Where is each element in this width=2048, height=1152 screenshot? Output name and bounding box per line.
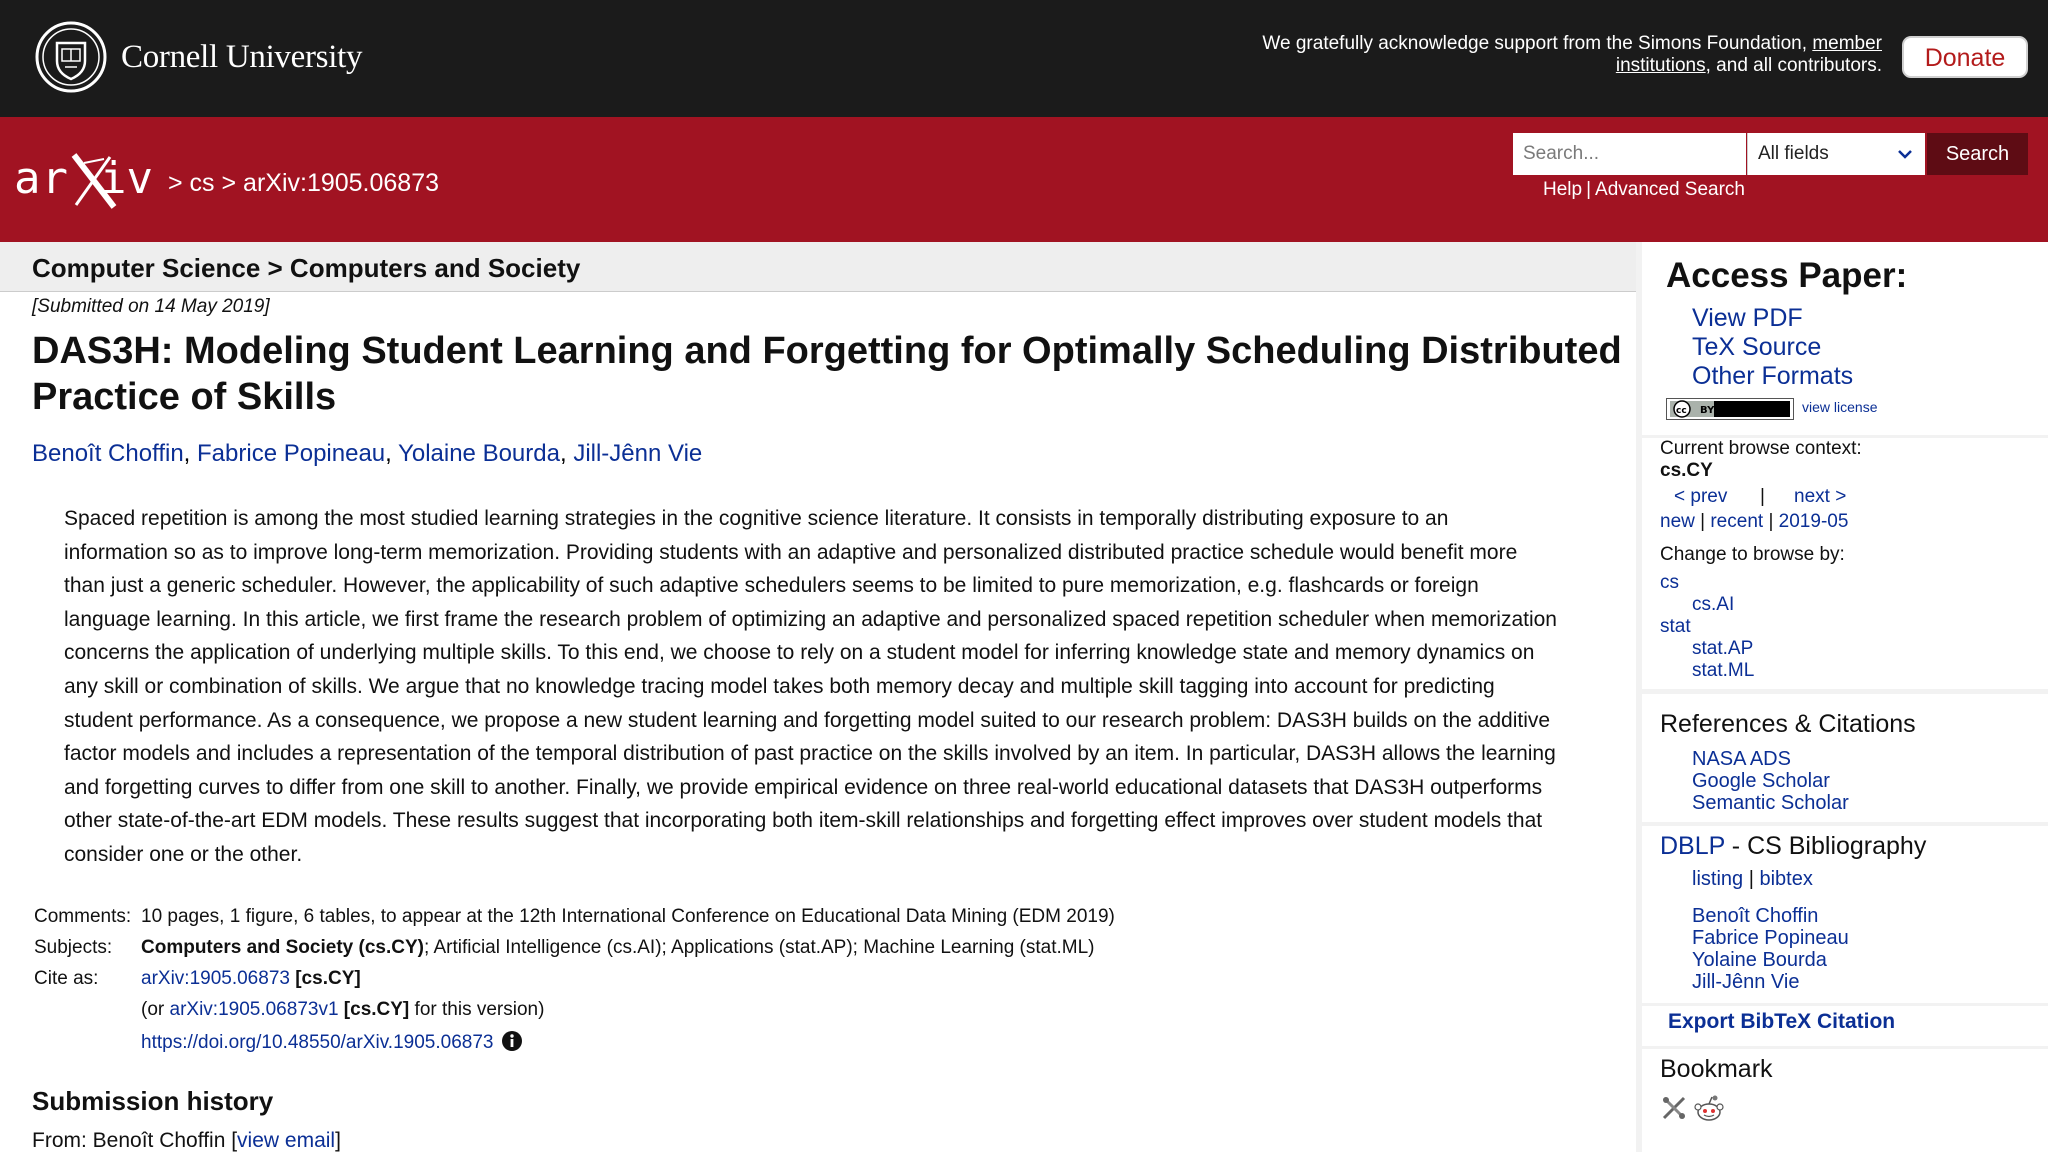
dblp-heading	[1660, 832, 1926, 861]
abstract-line: language learning. In this article, we first frame the research problem of optimizing an adaptive and personalized spaced repetition scheduler when memorization	[64, 607, 1557, 631]
author-link[interactable]: Benoît Choffin	[32, 440, 184, 467]
recent-links	[1660, 511, 1848, 533]
abstract-line: other state-of-the-art EDM models. These results suggest that incorporating both item-skill relationships and forgetting effect improves over student models that	[64, 809, 1543, 833]
chevron-down-icon	[1897, 146, 1913, 162]
search-input[interactable]	[1513, 133, 1746, 175]
browse-context-value: cs.CY	[1660, 460, 1713, 481]
primary-subject: Computers and Society (cs.CY)	[141, 937, 424, 958]
comments-label: Comments:	[34, 906, 132, 927]
bookmark-heading: Bookmark	[1660, 1055, 1773, 1083]
next-link[interactable]: next >	[1794, 486, 1847, 507]
prev-link[interactable]: < prev	[1674, 486, 1728, 507]
dblp-bibtex-link[interactable]: bibtex	[1759, 868, 1813, 890]
submitted-date: [Submitted on 14 May 2019]	[32, 296, 270, 317]
from-suffix: ]	[335, 1129, 341, 1152]
advanced-search-link[interactable]: Advanced Search	[1595, 179, 1746, 200]
dblp-listing-link[interactable]: listing	[1692, 868, 1744, 890]
help-links: Help | Advanced Search	[1543, 179, 1746, 200]
cornell-seal-icon	[35, 21, 107, 93]
svg-text:ar: ar	[14, 153, 69, 204]
dblp-author-link[interactable]: Jill-Jênn Vie	[1692, 971, 1800, 993]
breadcrumb[interactable]: > cs > arXiv:1905.06873	[168, 169, 440, 197]
doi-value	[141, 1030, 1115, 1061]
abstract-line: student performance. As a consequence, we propose a new student learning and forgetting model suited to our research problem: DAS3H builds on the additive	[64, 708, 1551, 732]
abstract-line: any skill or combination of skills. We argue that no knowledge tracing model takes both memory decay and multiple skill tagging into account for predicting	[64, 674, 1495, 698]
dblp-author-link[interactable]: Benoît Choffin	[1692, 905, 1819, 927]
institutions-link[interactable]: institutions	[1615, 55, 1706, 76]
cornell-logo[interactable]	[35, 21, 362, 93]
svg-text:cc: cc	[1676, 406, 1687, 416]
other-formats-link[interactable]: Other Formats	[1692, 362, 1854, 390]
references-heading: References & Citations	[1660, 710, 1916, 738]
browse-stat-ml-link[interactable]: stat.ML	[1692, 660, 1755, 681]
support-prefix: We gratefully acknowledge support from the Simons Foundation,	[1262, 33, 1808, 54]
cite-row	[34, 968, 1115, 999]
search-field-select[interactable]	[1747, 133, 1925, 175]
bibsonomy-icon[interactable]	[1660, 1094, 1688, 1122]
access-paper-title: Access Paper:	[1666, 256, 1908, 295]
arxiv-header	[0, 117, 2048, 242]
comments-row	[34, 906, 1115, 937]
subjects-row	[34, 937, 1115, 968]
cornell-name: Cornell University	[121, 38, 363, 75]
doi-row	[34, 1030, 1115, 1061]
search-field-value: All fields	[1758, 143, 1829, 164]
subject-bar	[0, 242, 1636, 292]
export-bibtex-button[interactable]: Export BibTeX Citation	[1668, 1010, 1896, 1033]
recent-separator: |	[1700, 511, 1706, 532]
nav-separator: |	[1760, 486, 1765, 507]
subject-breadcrumb: Computer Science > Computers and Society	[32, 253, 581, 283]
metadata-table	[34, 906, 1115, 1061]
google-scholar-link[interactable]: Google Scholar	[1692, 770, 1830, 792]
cite-version-suffix: for this version)	[409, 999, 545, 1020]
reddit-icon[interactable]	[1694, 1094, 1724, 1122]
license-badge-text: BY	[1700, 405, 1715, 416]
abstract-line: concerns the application of underlying multiple skills. To this end, we choose to rely on a student model for inferring knowledge state and memory dynamics on	[64, 641, 1535, 665]
dblp-separator: |	[1748, 868, 1754, 890]
browse-stat-link[interactable]: stat	[1660, 616, 1691, 637]
subjects-label: Subjects:	[34, 937, 113, 958]
dblp-links	[1692, 868, 1813, 891]
doi-link[interactable]: https://doi.org/10.48550/arXiv.1905.06873	[141, 1032, 494, 1053]
author-list: Benoît Choffin, Fabrice Popineau, Yolaine Bourda, Jill-Jênn Vie	[32, 440, 703, 467]
member-link[interactable]: member	[1812, 33, 1882, 54]
author-link[interactable]: Yolaine Bourda	[398, 440, 560, 467]
dblp-author-link[interactable]: Fabrice Popineau	[1692, 927, 1849, 949]
cc-by-license-icon[interactable]	[1666, 398, 1794, 420]
cite-value	[141, 968, 1115, 999]
cite-id-link[interactable]: arXiv:1905.06873	[141, 968, 290, 989]
other-subjects: ; Artificial Intelligence (cs.AI); Applications (stat.AP); Machine Learning (stat.ML)	[423, 937, 1095, 958]
semantic-scholar-link[interactable]: Semantic Scholar	[1692, 792, 1849, 814]
submission-history-heading: Submission history	[32, 1086, 274, 1116]
author-link[interactable]: Fabrice Popineau	[197, 440, 386, 467]
access-paper-panel	[1642, 242, 2048, 435]
dblp-link[interactable]: DBLP	[1660, 832, 1725, 860]
recent-link[interactable]: recent	[1710, 511, 1764, 532]
tex-source-link[interactable]: TeX Source	[1692, 333, 1822, 361]
change-browse-label: Change to browse by:	[1660, 544, 1845, 565]
dblp-panel	[1642, 826, 2048, 1003]
export-panel	[1642, 1006, 2048, 1046]
view-license-link[interactable]: view license	[1802, 399, 1878, 415]
view-email-link[interactable]: view email	[237, 1129, 336, 1152]
bookmark-panel	[1642, 1049, 2048, 1152]
abstract-line: Spaced repetition is among the most studied learning strategies in the cognitive science literature. It consists in temporally distributing exposure to an	[64, 507, 1449, 530]
submission-from	[32, 1129, 341, 1152]
cite-category: [cs.CY]	[295, 968, 361, 989]
view-pdf-link[interactable]: View PDF	[1692, 304, 1803, 332]
abstract-line: factor models and includes a representation of the temporal distribution of past practice on the skills involved by an item. In particular, DAS3H allows the learning	[64, 742, 1556, 766]
info-icon[interactable]	[501, 1030, 523, 1052]
subjects-value	[141, 937, 1115, 968]
support-suffix: , and all contributors.	[1705, 55, 1882, 76]
from-prefix: From: Benoît Choffin [	[32, 1129, 238, 1152]
abstract-line: and forgetting curves to differ from one skill to another. Finally, we provide empirical evidence on three real-world educational datasets that DAS3H outperforms	[64, 775, 1543, 799]
abstract-line: information so as to improve long-term memorization. Providing students with an adaptive and personalized distributed practice schedule would benefit more	[64, 540, 1518, 564]
search-button[interactable]: Search	[1927, 133, 2028, 175]
month-separator: |	[1768, 511, 1774, 532]
browse-cs-ai-link[interactable]: cs.AI	[1692, 594, 1735, 615]
references-panel	[1642, 694, 2048, 822]
abstract-line: than just a generic scheduler. However, the applicability of such adaptive schedulers seems to be limited to pure memorization, e.g. flashcards or foreign	[64, 574, 1479, 598]
cite-label: Cite as:	[34, 968, 99, 989]
dblp-author-link[interactable]: Yolaine Bourda	[1692, 949, 1827, 971]
donate-button[interactable]: Donate	[1902, 36, 2028, 78]
browse-context-label: Current browse context:	[1660, 438, 1862, 459]
cite-version-category: [cs.CY]	[343, 999, 410, 1020]
cite-version-link[interactable]: arXiv:1905.06873v1	[169, 999, 339, 1020]
cornell-header	[0, 0, 2048, 117]
arxiv-logo-icon[interactable]	[14, 147, 164, 213]
abstract	[64, 502, 1584, 872]
cite-version-prefix: (or	[141, 999, 170, 1020]
browse-cs-link[interactable]: cs	[1660, 572, 1679, 593]
new-link[interactable]: new	[1660, 511, 1695, 532]
author-link[interactable]: Jill-Jênn Vie	[573, 440, 703, 467]
svg-text:iv: iv	[100, 153, 153, 204]
paper-title: DAS3H: Modeling Student Learning and Forgetting for Optimally Scheduling Distributed Practice of Skills	[32, 330, 1622, 418]
support-text	[1182, 33, 1882, 77]
help-link[interactable]: Help	[1543, 179, 1583, 200]
month-link[interactable]: 2019-05	[1778, 511, 1849, 532]
dblp-heading-rest: - CS Bibliography	[1724, 832, 1927, 860]
browse-stat-ap-link[interactable]: stat.AP	[1692, 638, 1754, 659]
cite-version-row	[34, 999, 1115, 1030]
nasa-ads-link[interactable]: NASA ADS	[1692, 748, 1791, 770]
browse-context-panel	[1642, 438, 2048, 689]
cite-version-value	[141, 999, 1115, 1030]
abstract-line: consider one or the other.	[64, 842, 303, 866]
comments-value: 10 pages, 1 figure, 6 tables, to appear at the 12th International Conference on Educational Data Mining (EDM 2019)	[141, 906, 1115, 927]
bookmark-icons	[1660, 1094, 1724, 1122]
